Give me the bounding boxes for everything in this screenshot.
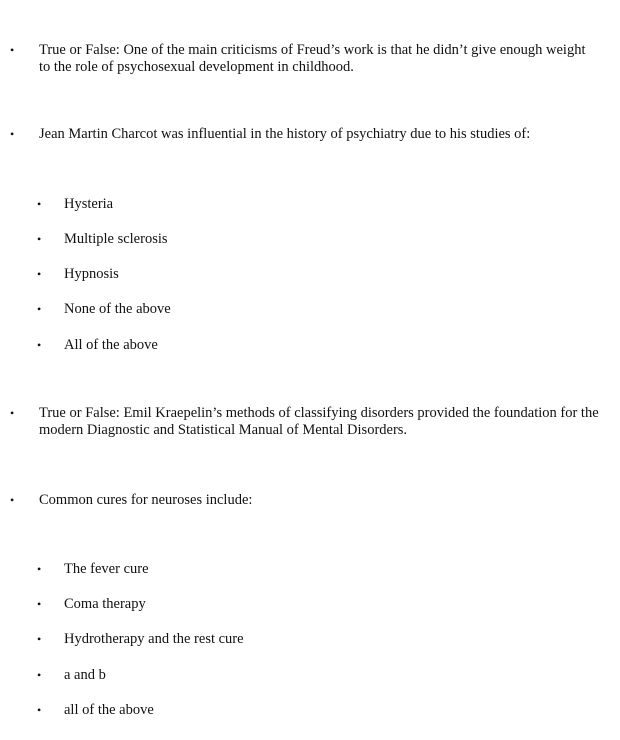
bullet: • <box>37 302 42 316</box>
option-text: None of the above <box>64 301 171 317</box>
option-text: Hypnosis <box>64 266 119 282</box>
bullet: • <box>37 632 42 646</box>
option-text: all of the above <box>64 702 154 718</box>
bullet: • <box>37 267 42 281</box>
question-text: True or False: Emil Kraepelin’s methods of classifying disorders provided the foundation for the modern Diagnostic and Statistical Manual of Mental Disorders. <box>39 405 599 438</box>
option-text: All of the above <box>64 337 158 353</box>
bullet: • <box>37 232 42 246</box>
bullet: • <box>10 127 15 141</box>
option-text: Hysteria <box>64 196 114 212</box>
bullet: • <box>37 597 42 611</box>
option-text: Hydrotherapy and the rest cure <box>64 631 244 647</box>
bullet: • <box>10 406 15 420</box>
bullet: • <box>37 338 42 352</box>
bullet: • <box>37 668 42 682</box>
question-text: Jean Martin Charcot was influential in the history of psychiatry due to his studies of: <box>39 126 531 142</box>
option-text: a and b <box>64 667 106 683</box>
bullet: • <box>37 703 42 717</box>
option-text: The fever cure <box>64 561 149 577</box>
bullet: • <box>10 493 15 507</box>
question-text: Common cures for neuroses include: <box>39 492 253 508</box>
bullet: • <box>37 562 42 576</box>
bullet: • <box>10 43 15 57</box>
question-text: True or False: One of the main criticisms of Freud’s work is that he didn’t give enough weight to the role of psychosexual development in childhood. <box>39 42 586 75</box>
bullet: • <box>37 197 42 211</box>
option-text: Multiple sclerosis <box>64 231 168 247</box>
option-text: Coma therapy <box>64 596 146 612</box>
